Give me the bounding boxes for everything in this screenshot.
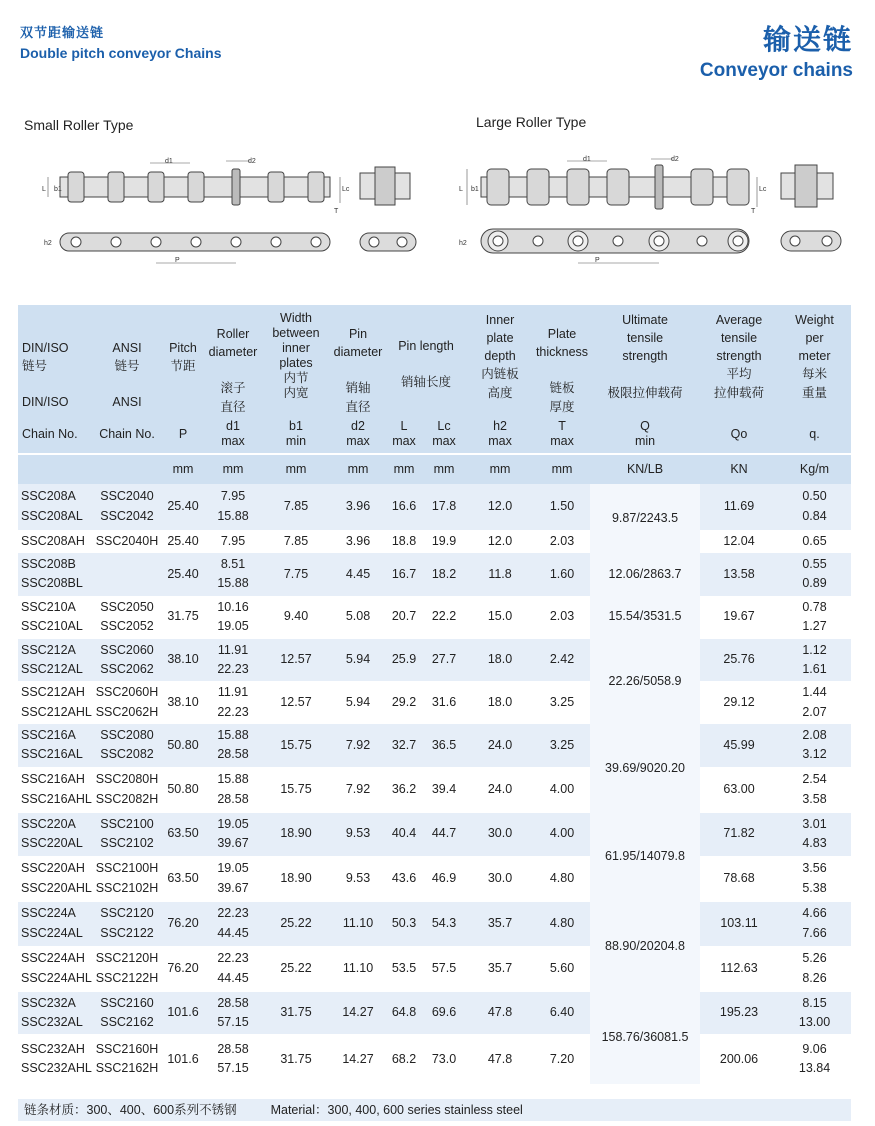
cell-d1: 8.51 15.88 [204,553,262,596]
th-pin-len: Pin length 销轴长度 [386,305,466,416]
cell-ansi: SSC2050 SSC2052 [92,596,162,639]
cell-qo: 195.23 [700,992,778,1035]
cell-ansi: SSC2120H SSC2122H [92,946,162,992]
cell-Lc: 19.9 [422,530,466,553]
cell-d1: 7.95 15.88 [204,484,262,530]
unit-inner-depth: mm [466,454,534,484]
table-row [18,681,851,724]
cell-ansi: SSC2120 SSC2122 [92,902,162,946]
th-pin-dia-sym: d2 max [330,416,386,454]
cell-h2: 15.0 [466,596,534,639]
cell-d1: 19.05 39.67 [204,856,262,902]
large-dim-Lc: Lc [759,186,767,193]
th-pin-Lc-sym: Lc max [422,416,466,454]
cell-L: 16.7 [386,553,422,596]
title-en: Double pitch conveyor Chains [20,45,222,61]
cell-b1: 12.57 [262,681,330,724]
cell-T: 4.80 [534,902,590,946]
cell-h2: 47.8 [466,992,534,1035]
cell-ansi: SSC2080H SSC2082H [92,767,162,813]
unit-plate-thk: mm [534,454,590,484]
cell-Lc: 73.0 [422,1034,466,1084]
cell-q: 4.66 7.66 [778,902,851,946]
cell-b1: 12.57 [262,639,330,682]
cell-d2: 5.94 [330,681,386,724]
unit-weight: Kg/m [778,454,851,484]
unit-pin-dia: mm [330,454,386,484]
cell-h2: 30.0 [466,856,534,902]
cell-q: 0.65 [778,530,851,553]
cell-d1: 11.91 22.23 [204,681,262,724]
cell-L: 25.9 [386,639,422,682]
cell-p: 25.40 [162,484,204,530]
cell-qo: 45.99 [700,724,778,767]
unit-width: mm [262,454,330,484]
cell-T: 2.03 [534,530,590,553]
cell-L: 40.4 [386,813,422,856]
cell-ultimate: 22.26/5058.9 [590,639,700,725]
cell-b1: 7.75 [262,553,330,596]
unit-pitch: mm [162,454,204,484]
cell-p: 38.10 [162,681,204,724]
cell-q: 8.15 13.00 [778,992,851,1035]
cell-d1: 28.58 57.15 [204,992,262,1035]
cell-b1: 15.75 [262,767,330,813]
cell-qo: 63.00 [700,767,778,813]
cell-din: SSC220AH SSC220AHL [18,856,92,902]
large-roller-type-label: Large Roller Type [476,114,587,130]
cell-ultimate: 158.76/36081.5 [590,992,700,1085]
cell-din: SSC232A SSC232AL [18,992,92,1035]
spec-table [18,305,851,1084]
cell-ultimate: 39.69/9020.20 [590,724,700,813]
title-cn: 双节距输送链 [20,25,105,40]
cell-T: 3.25 [534,681,590,724]
spec-table-wrapper [18,305,851,1084]
cell-h2: 24.0 [466,767,534,813]
cell-p: 76.20 [162,902,204,946]
large-dim-h2: h2 [459,240,467,247]
table-row [18,553,851,596]
cell-q: 0.78 1.27 [778,596,851,639]
cell-ansi: SSC2160H SSC2162H [92,1034,162,1084]
cell-T: 1.50 [534,484,590,530]
th-width-sym: b1 min [262,416,330,454]
cell-ansi [92,553,162,596]
cell-qo: 200.06 [700,1034,778,1084]
cell-d2: 11.10 [330,946,386,992]
cell-qo: 29.12 [700,681,778,724]
dim-T: T [334,208,339,215]
cell-p: 25.40 [162,553,204,596]
table-row [18,484,851,530]
cell-p: 101.6 [162,1034,204,1084]
th-pitch-sym: P [162,416,204,454]
cell-p: 76.20 [162,946,204,992]
cell-d1: 19.05 39.67 [204,813,262,856]
cell-q: 5.26 8.26 [778,946,851,992]
cell-ansi: SSC2080 SSC2082 [92,724,162,767]
cell-p: 50.80 [162,767,204,813]
cell-L: 16.6 [386,484,422,530]
th-din-chainno: Chain No. [18,416,92,454]
cell-qo: 13.58 [700,553,778,596]
th-plate-thk: Plate thickness 链板 厚度 [534,305,590,416]
cell-ansi: SSC2060 SSC2062 [92,639,162,682]
th-ansi-chainno: Chain No. [92,416,162,454]
header-row-names [18,305,851,416]
cell-Lc: 39.4 [422,767,466,813]
cell-d1: 11.91 22.23 [204,639,262,682]
cell-din: SSC216A SSC216AL [18,724,92,767]
cell-q: 9.06 13.84 [778,1034,851,1084]
dim-d1: d1 [165,158,173,165]
cell-b1: 7.85 [262,484,330,530]
cell-din: SSC216AH SSC216AHL [18,767,92,813]
cell-din: SSC220A SSC220AL [18,813,92,856]
cell-L: 43.6 [386,856,422,902]
th-din: DIN/ISO 链号 DIN/ISO [18,305,92,416]
cell-p: 63.50 [162,813,204,856]
cell-qo: 19.67 [700,596,778,639]
cell-b1: 15.75 [262,724,330,767]
cell-T: 2.03 [534,596,590,639]
cell-d2: 14.27 [330,1034,386,1084]
th-pitch: Pitch 节距 [162,305,204,416]
cell-b1: 25.22 [262,946,330,992]
th-roller-sym: d1 max [204,416,262,454]
th-average: Average tensile strength 平均 拉伸载荷 [700,305,778,416]
th-width: Width between inner plates 内节 内宽 [262,305,330,416]
th-ultimate-sym: Q min [590,416,700,454]
large-dim-d2: d2 [671,156,679,163]
cell-din: SSC212AH SSC212AHL [18,681,92,724]
cell-T: 3.25 [534,724,590,767]
small-roller-type-label: Small Roller Type [24,117,134,133]
cell-din: SSC224AH SSC224AHL [18,946,92,992]
cell-T: 2.42 [534,639,590,682]
cell-Lc: 54.3 [422,902,466,946]
cell-d2: 5.08 [330,596,386,639]
cell-d2: 5.94 [330,639,386,682]
dim-P: P [175,257,180,264]
cell-d1: 7.95 [204,530,262,553]
dim-L: L [42,186,46,193]
cell-T: 4.80 [534,856,590,902]
cell-q: 2.08 3.12 [778,724,851,767]
cell-h2: 12.0 [466,484,534,530]
cell-qo: 103.11 [700,902,778,946]
cell-d2: 7.92 [330,767,386,813]
cell-qo: 11.69 [700,484,778,530]
cell-q: 1.12 1.61 [778,639,851,682]
cell-d1: 15.88 28.58 [204,724,262,767]
cell-T: 5.60 [534,946,590,992]
cell-d2: 14.27 [330,992,386,1035]
cell-d1: 15.88 28.58 [204,767,262,813]
cell-T: 6.40 [534,992,590,1035]
cell-din: SSC208A SSC208AL [18,484,92,530]
cell-b1: 9.40 [262,596,330,639]
cell-q: 2.54 3.58 [778,767,851,813]
cell-din: SSC208AH [18,530,92,553]
th-pin-L-sym: L max [386,416,422,454]
cell-qo: 25.76 [700,639,778,682]
table-row [18,1034,851,1084]
cell-Lc: 36.5 [422,724,466,767]
cell-Lc: 27.7 [422,639,466,682]
cell-p: 31.75 [162,596,204,639]
cell-ultimate: 61.95/14079.8 [590,813,700,902]
cell-ansi: SSC2060H SSC2062H [92,681,162,724]
cell-din: SSC232AH SSC232AHL [18,1034,92,1084]
dim-d2: d2 [248,158,256,165]
header-row-symbols [18,416,851,454]
cell-Lc: 57.5 [422,946,466,992]
cell-ansi: SSC2160 SSC2162 [92,992,162,1035]
th-inner-depth-sym: h2 max [466,416,534,454]
cell-d1: 22.23 44.45 [204,902,262,946]
cell-Lc: 69.6 [422,992,466,1035]
cell-Lc: 31.6 [422,681,466,724]
cell-p: 101.6 [162,992,204,1035]
table-row [18,856,851,902]
unit-Lc: mm [422,454,466,484]
cell-h2: 35.7 [466,946,534,992]
table-row [18,902,851,946]
cell-q: 3.56 5.38 [778,856,851,902]
cell-ansi: SSC2100H SSC2102H [92,856,162,902]
cell-b1: 31.75 [262,992,330,1035]
cell-h2: 11.8 [466,553,534,596]
cell-T: 4.00 [534,767,590,813]
cell-L: 32.7 [386,724,422,767]
cell-h2: 30.0 [466,813,534,856]
dim-b1: b1 [54,186,62,193]
th-ansi: ANSI 链号 ANSI [92,305,162,416]
cell-din: SSC212A SSC212AL [18,639,92,682]
cell-L: 20.7 [386,596,422,639]
cell-ultimate: 9.87/2243.5 [590,484,700,553]
cell-qo: 71.82 [700,813,778,856]
header-right [700,18,853,82]
cell-qo: 78.68 [700,856,778,902]
table-row [18,530,851,553]
table-row [18,724,851,767]
header-left [20,22,221,61]
large-roller-chain-diagram [455,155,855,275]
table-row [18,596,851,639]
cell-d1: 10.16 19.05 [204,596,262,639]
dim-Lc: Lc [342,186,350,193]
cell-L: 29.2 [386,681,422,724]
th-average-sym: Qo [700,416,778,454]
cell-d1: 28.58 57.15 [204,1034,262,1084]
cell-Lc: 46.9 [422,856,466,902]
cell-L: 53.5 [386,946,422,992]
brand-cn: 输送链 [762,23,853,56]
dim-h2: h2 [44,240,52,247]
cell-h2: 24.0 [466,724,534,767]
cell-Lc: 17.8 [422,484,466,530]
th-inner-depth: Inner plate depth 内链板 高度 [466,305,534,416]
th-ultimate: Ultimate tensile strength 极限拉伸载荷 [590,305,700,416]
large-dim-P: P [595,257,600,264]
cell-qo: 12.04 [700,530,778,553]
unit-L: mm [386,454,422,484]
table-row [18,767,851,813]
unit-average: KN [700,454,778,484]
cell-d2: 11.10 [330,902,386,946]
th-plate-thk-sym: T max [534,416,590,454]
cell-L: 18.8 [386,530,422,553]
cell-T: 7.20 [534,1034,590,1084]
cell-T: 4.00 [534,813,590,856]
cell-din: SSC224A SSC224AL [18,902,92,946]
cell-d1: 22.23 44.45 [204,946,262,992]
large-dim-T: T [751,208,756,215]
cell-d2: 9.53 [330,856,386,902]
cell-d2: 3.96 [330,530,386,553]
cell-T: 1.60 [534,553,590,596]
cell-ultimate: 88.90/20204.8 [590,902,700,992]
cell-ansi: SSC2040H [92,530,162,553]
cell-p: 50.80 [162,724,204,767]
th-pin-dia: Pin diameter 销轴 直径 [330,305,386,416]
table-row [18,813,851,856]
spec-table-body [18,484,851,1085]
brand-en: Conveyor chains [699,60,853,81]
header-row-units [18,454,851,484]
cell-h2: 18.0 [466,681,534,724]
cell-h2: 47.8 [466,1034,534,1084]
cell-d2: 3.96 [330,484,386,530]
table-row [18,992,851,1035]
cell-h2: 35.7 [466,902,534,946]
cell-b1: 7.85 [262,530,330,553]
cell-Lc: 18.2 [422,553,466,596]
cell-b1: 18.90 [262,813,330,856]
cell-q: 1.44 2.07 [778,681,851,724]
cell-q: 0.55 0.89 [778,553,851,596]
cell-Lc: 44.7 [422,813,466,856]
cell-h2: 12.0 [466,530,534,553]
cell-L: 50.3 [386,902,422,946]
cell-d2: 7.92 [330,724,386,767]
cell-b1: 31.75 [262,1034,330,1084]
cell-p: 63.50 [162,856,204,902]
cell-ultimate: 12.06/2863.7 [590,553,700,596]
material-footer [18,1099,851,1121]
cell-q: 0.50 0.84 [778,484,851,530]
unit-roller: mm [204,454,262,484]
cell-q: 3.01 4.83 [778,813,851,856]
cell-h2: 18.0 [466,639,534,682]
cell-L: 36.2 [386,767,422,813]
cell-p: 25.40 [162,530,204,553]
cell-L: 68.2 [386,1034,422,1084]
footer-en: Material：300, 400, 600 series stainless steel [270,1103,523,1117]
cell-din: SSC210A SSC210AL [18,596,92,639]
cell-Lc: 22.2 [422,596,466,639]
large-dim-L: L [459,186,463,193]
cell-ultimate: 15.54/3531.5 [590,596,700,639]
cell-L: 64.8 [386,992,422,1035]
small-roller-chain-diagram [40,155,430,275]
cell-b1: 18.90 [262,856,330,902]
cell-din: SSC208B SSC208BL [18,553,92,596]
large-dim-d1: d1 [583,156,591,163]
cell-ansi: SSC2100 SSC2102 [92,813,162,856]
cell-p: 38.10 [162,639,204,682]
th-roller: Roller diameter 滚子 直径 [204,305,262,416]
th-weight-sym: q. [778,416,851,454]
table-row [18,946,851,992]
th-weight: Weight per meter 每米 重量 [778,305,851,416]
cell-d2: 4.45 [330,553,386,596]
cell-ansi: SSC2040 SSC2042 [92,484,162,530]
unit-ultimate: KN/LB [590,454,700,484]
table-row [18,639,851,682]
cell-qo: 112.63 [700,946,778,992]
cell-d2: 9.53 [330,813,386,856]
cell-b1: 25.22 [262,902,330,946]
footer-cn: 链条材质：300、400、600系列不锈钢 [24,1103,237,1117]
large-dim-b1: b1 [471,186,479,193]
